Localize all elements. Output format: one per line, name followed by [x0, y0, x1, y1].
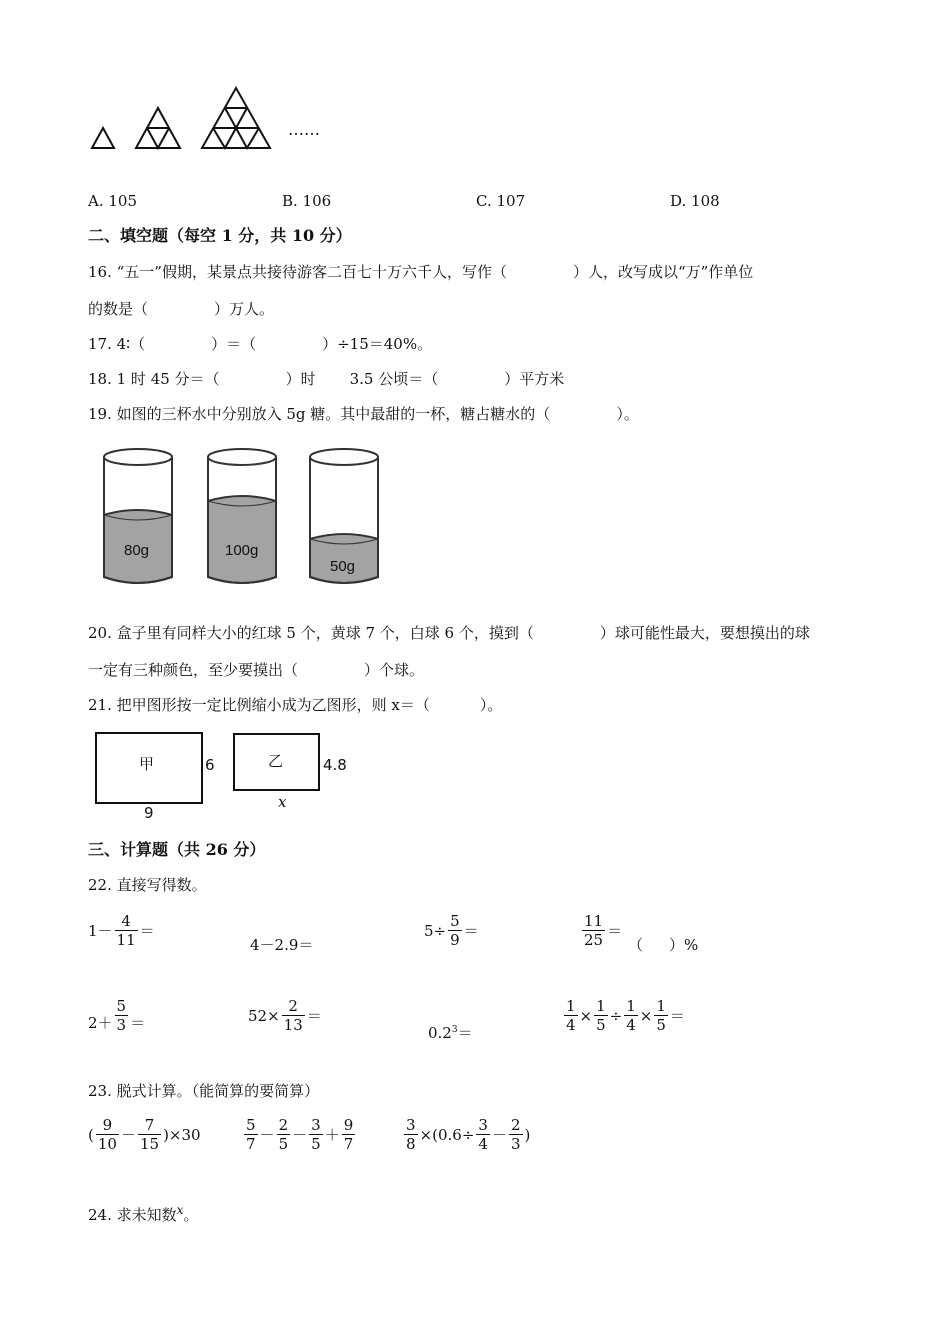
q22-expression-4: $\frac{11}{25}$ ＝: [584, 912, 623, 949]
shape-yi-label: 乙: [268, 752, 284, 770]
question-21: 21. 把甲图形按一定比例缩小成为乙图形，则 x＝（ ）。: [88, 696, 503, 714]
beaker-100g: [208, 449, 276, 583]
question-16-line-1: 16. “五一”假期，某景点共接待游客二百七十万六千人，写作（ ）人，改写成以“万”作单位: [88, 263, 754, 281]
option-b[interactable]: B. 106: [282, 192, 332, 210]
option-c[interactable]: C. 107: [476, 192, 526, 210]
q22-expression-7: $0.2^3=$: [428, 1024, 473, 1042]
shape-jia-width: 9: [144, 804, 154, 822]
q22-expression-3: 5÷ $\frac{5}{9}$ ＝: [424, 912, 479, 949]
q22-expression-8: $\frac{1}{4}$ × $\frac{1}{5}$ ÷ $\frac{1}{4}$ × $\frac{1}{5}$ ＝: [566, 997, 685, 1034]
q23-calculation-1: ( $\frac{9}{10}$ － $\frac{7}{15}$ )×30: [88, 1116, 201, 1153]
triangle-ellipsis: ……: [288, 120, 320, 139]
section-2-heading: 二、填空题（每空 1 分，共 10 分）: [88, 226, 352, 245]
q22-expression-5: 2＋ $\frac{5}{3}$ ＝: [88, 997, 146, 1034]
beaker-1-label: 80g: [124, 542, 150, 559]
section-3-heading: 三、计算题（共 26 分）: [88, 840, 266, 859]
q22-expression-6: 52× $\frac{2}{13}$ ＝: [248, 997, 322, 1034]
option-a[interactable]: A. 105: [88, 192, 137, 210]
question-19: 19. 如图的三杯水中分别放入 5g 糖。其中最甜的一杯，糖占糖水的（ ）。: [88, 405, 639, 423]
beaker-3-label: 50g: [330, 558, 356, 575]
question-17: 17. 4∶（ ）＝（ ）÷15＝40%。: [88, 335, 433, 353]
beaker-2-label: 100g: [225, 542, 259, 559]
question-16-line-2: 的数是（ ）万人。: [88, 300, 275, 318]
beaker-80g: [104, 449, 172, 583]
q22-expression-2: 4－2.9＝: [250, 936, 314, 954]
question-20-line-2: 一定有三种颜色，至少要摸出（ ）个球。: [88, 661, 425, 679]
q22-expression-1: 1－ $\frac{4}{11}$ ＝: [88, 912, 155, 949]
question-20-line-1: 20. 盒子里有同样大小的红球 5 个，黄球 7 个，白球 6 个，摸到（ ）球可能性最大，要想摸出的球: [88, 624, 810, 642]
triangle-figure-3: [202, 88, 270, 148]
question-18: 18. 1 时 45 分＝（ ）时 3.5 公顷＝（ ）平方米: [88, 370, 565, 388]
shape-jia-label: 甲: [139, 755, 155, 773]
option-d[interactable]: D. 108: [670, 192, 720, 210]
shape-yi-height: 4.8: [323, 756, 347, 774]
q22-expression-4-blank: （ ）%: [628, 936, 699, 954]
question-22-title: 22. 直接写得数。: [88, 876, 207, 894]
q23-calculation-2: $\frac{5}{7}$ － $\frac{2}{5}$ － $\frac{3}{5}$ ＋ $\frac{9}{7}$: [246, 1116, 354, 1153]
q23-calculation-3: $\frac{3}{8}$ ×(0.6÷ $\frac{3}{4}$ － $\frac{2}{3}$ ): [406, 1116, 531, 1153]
question-23-title: 23. 脱式计算。（能简算的要简算）: [88, 1082, 320, 1100]
question-24: 24. 求未知数$^x$。: [88, 1203, 199, 1224]
shape-yi-width: x: [278, 793, 287, 811]
triangle-figure-1: [92, 128, 114, 148]
shape-jia-height: 6: [205, 756, 215, 774]
